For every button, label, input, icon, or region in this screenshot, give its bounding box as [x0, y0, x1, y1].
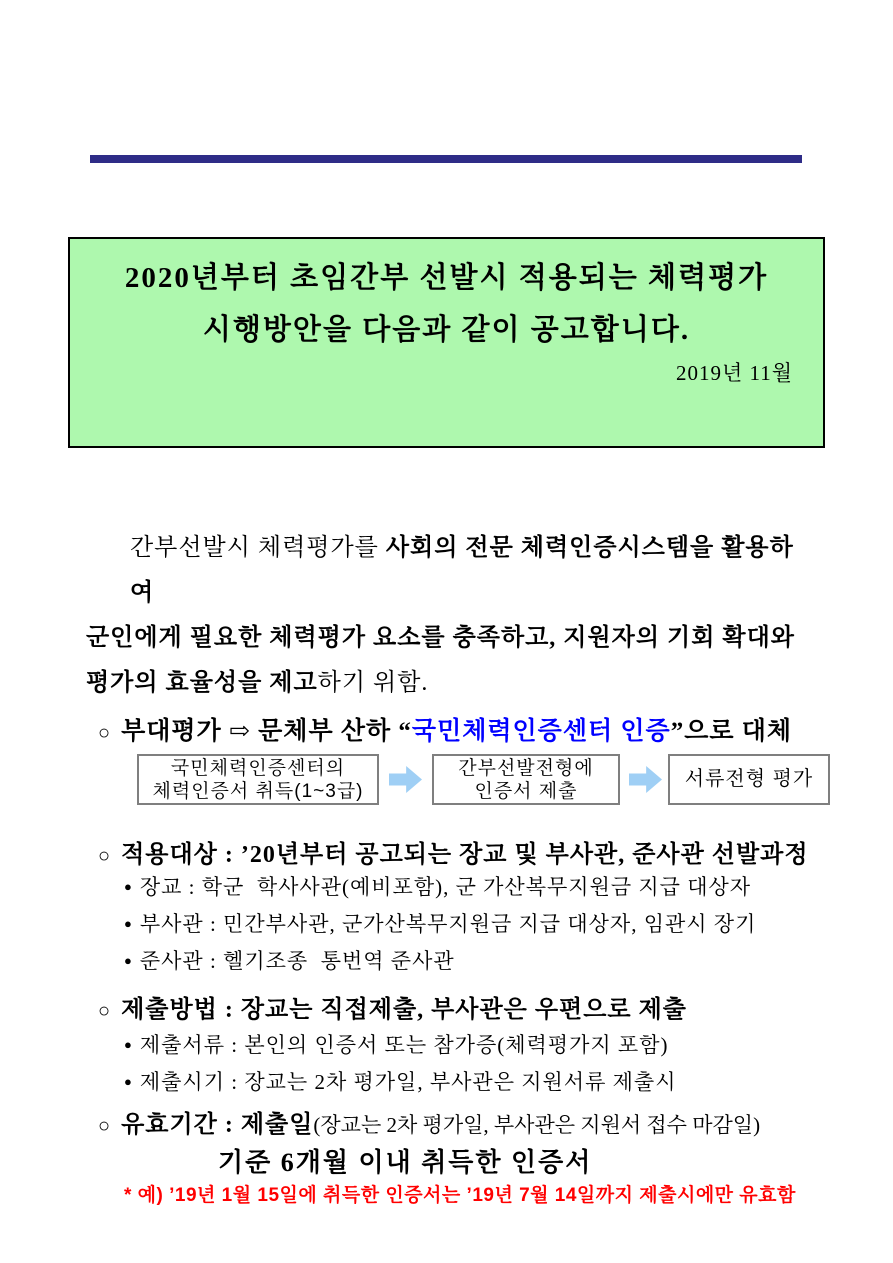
dot-bullet-icon: ●: [124, 1037, 133, 1052]
flow-step-3-box: [668, 754, 830, 805]
list-item-text: 제출시기 : 장교는 2차 평가일, 부사관은 지원서류 제출시: [139, 1070, 677, 1094]
flow-step-1-box: [137, 754, 379, 805]
intro-paragraph: [86, 526, 814, 706]
flow-right-arrow-icon: [389, 766, 422, 793]
title-banner-box: [68, 237, 825, 448]
intro-text-bold: 평가의 효율성을 제고: [86, 670, 318, 696]
flow-step-text: 인증서 제출: [474, 780, 578, 802]
list-item: [124, 871, 751, 901]
section-heading-validity-period: [98, 1104, 760, 1139]
heading-text: : 제출일: [217, 1112, 314, 1138]
circle-bullet-icon: ○: [98, 1000, 112, 1022]
dot-bullet-icon: ●: [124, 1074, 133, 1089]
list-item: [124, 908, 756, 938]
flow-step-2-box: [432, 754, 620, 805]
dot-bullet-icon: ●: [124, 879, 133, 894]
flow-step-text: 국민체력인증센터의: [170, 757, 346, 779]
heading-text: : 장교는 직접제출, 부사관은 우편으로 제출: [217, 997, 687, 1023]
banner-title-line1: 2020년부터 초임간부 선발시 적용되는 체력평가: [124, 262, 769, 294]
list-item-text: 부사관 : 민간부사관, 군가산복무지원금 지급 대상자, 임관시 장기: [139, 912, 757, 936]
flow-step-text: 체력인증서 취득(1~3급): [152, 780, 364, 802]
list-item: [124, 1066, 676, 1096]
banner-date: 2019년 11월: [675, 361, 793, 385]
intro-text: 간부선발시 체력평가를: [130, 535, 386, 561]
list-item-text: 제출서류 : 본인의 인증서 또는 참가증(체력평가지 포함): [139, 1033, 669, 1057]
flow-step-text: 서류전형 평가: [684, 768, 814, 790]
list-item-text: 장교 : 학군 학사사관(예비포함), 군 가산복무지원금 지급 대상자: [139, 875, 752, 899]
heading-text: : ’20년부터 공고되는 장교 및 부사관, 준사관 선발과정: [217, 842, 809, 868]
list-item: [124, 1029, 668, 1059]
process-flow-diagram: [0, 752, 893, 810]
list-item-text: 준사관 : 헬기조종 통번역 준사관: [139, 949, 455, 973]
heading-text: 문체부 산하 “: [250, 718, 412, 745]
heading-highlight-blue: 국민체력인증센터 인증: [411, 718, 671, 745]
circle-bullet-icon: ○: [98, 845, 112, 867]
dot-bullet-icon: ●: [124, 916, 133, 931]
heading-label: 적용대상: [121, 841, 218, 868]
dot-bullet-icon: ●: [124, 953, 133, 968]
heading-text: ”으로 대체: [670, 718, 793, 745]
intro-line-3: [86, 661, 814, 706]
intro-line-2: [86, 616, 814, 661]
rightwards-white-arrow-icon: ⇨: [228, 718, 251, 745]
flow-step-text: 간부선발전형에: [458, 757, 594, 779]
section-heading-submission-method: [98, 989, 687, 1024]
circle-bullet-icon: ○: [98, 1115, 112, 1137]
section-heading-apply-target: [98, 834, 809, 869]
circle-bullet-icon: ○: [98, 722, 112, 744]
intro-text: 하기 위함.: [317, 670, 429, 696]
top-horizontal-rule: [90, 155, 802, 163]
heading-label: 제출방법: [121, 996, 218, 1023]
intro-text-bold: 사회의 전문 체력인증시스템을 활용하여: [130, 535, 794, 606]
intro-line-1: [86, 526, 814, 616]
heading-label: 유효기간: [121, 1111, 218, 1138]
flow-right-arrow-icon: [629, 766, 662, 793]
banner-title-line2: 시행방안을 다음과 같이 공고합니다.: [202, 314, 691, 346]
list-item: [124, 945, 455, 975]
intro-text-bold: 군인에게 필요한 체력평가 요소를 충족하고, 지원자의 기회 확대와: [86, 625, 795, 651]
validity-continuation-line: 기준 6개월 이내 취득한 인증서: [218, 1148, 593, 1177]
heading-parenthetical: (장교는 2차 평가일, 부사관은 지원서 접수 마감일): [313, 1113, 761, 1137]
heading-text: 부대평가: [121, 718, 229, 745]
section-heading-replacement: [98, 711, 792, 747]
validity-example-note: * 예) ’19년 1월 15일에 취득한 인증서는 ’19년 7월 14일까지 제출시에만 유효함: [124, 1185, 796, 1206]
